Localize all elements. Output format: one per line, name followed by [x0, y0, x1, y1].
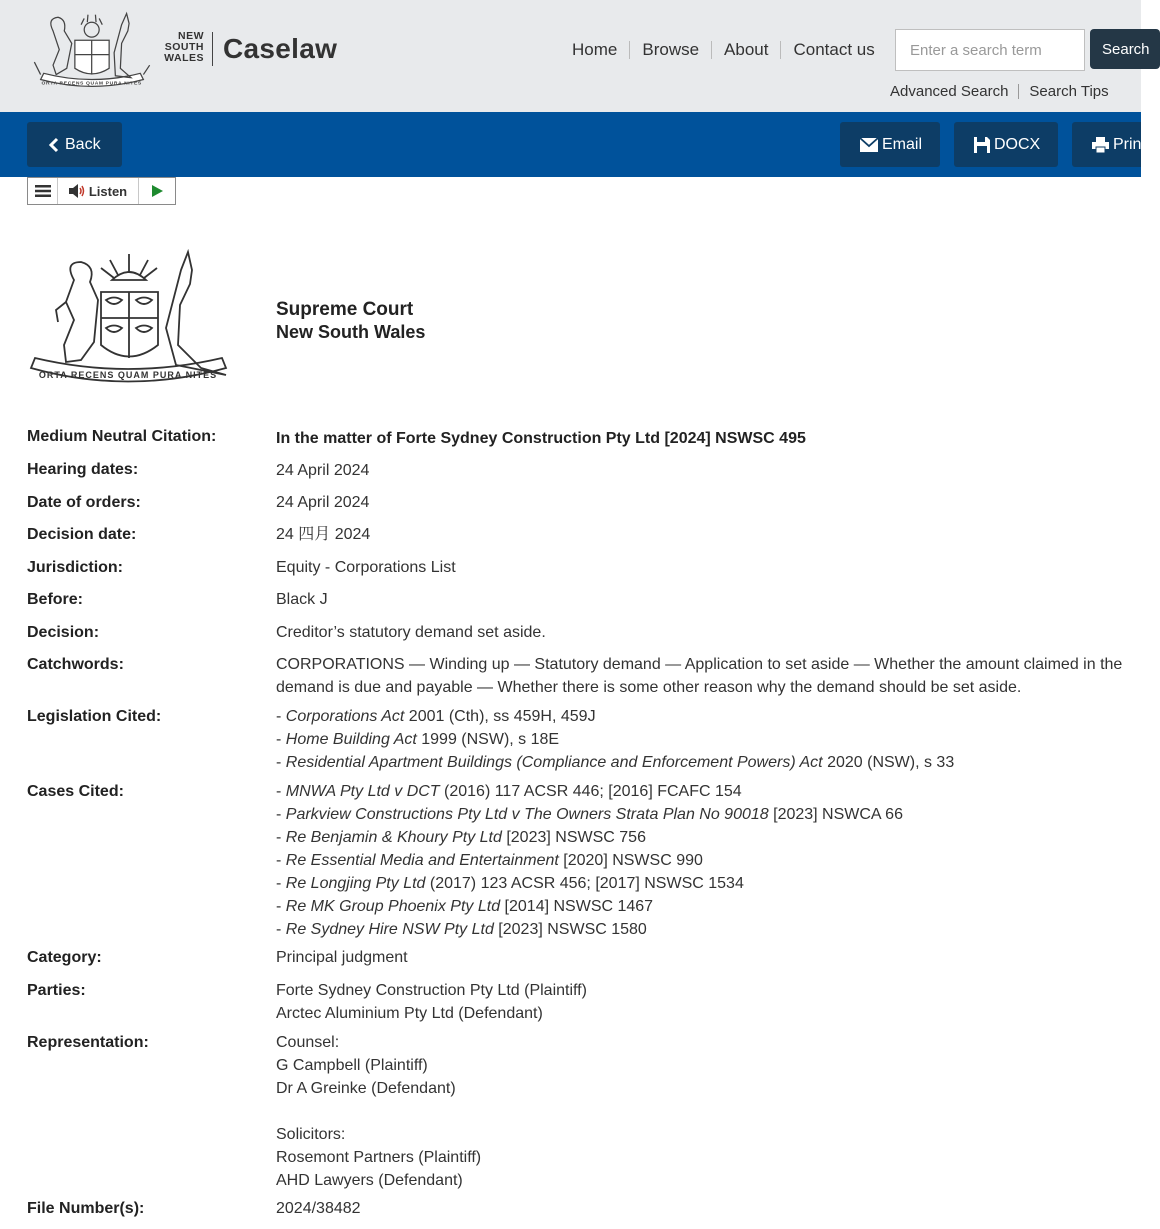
svg-text:ORTA RECENS QUAM PURA NITES: ORTA RECENS QUAM PURA NITES — [38, 370, 218, 380]
case-detail: [2014] NSWSC 1467 — [500, 898, 654, 915]
meta-value-decision: Creditor’s statutory demand set aside. — [276, 624, 546, 641]
site-header — [0, 0, 1150, 112]
nav-contact-link[interactable]: Contact us — [793, 40, 875, 59]
listen-label: Listen — [88, 183, 128, 199]
meta-label: Representation: — [27, 1034, 149, 1051]
print-button[interactable] — [1072, 122, 1146, 167]
legislation-item: - Home Building Act 1999 (NSW), s 18E — [276, 731, 560, 748]
legislation-item: - Corporations Act 2001 (Cth), ss 459H, 459J — [276, 708, 596, 725]
main-nav — [560, 40, 887, 60]
search-button[interactable]: Search — [1090, 29, 1160, 69]
case-item: - Re MK Group Phoenix Pty Ltd [2014] NSWSC 1467 — [276, 898, 654, 915]
play-icon — [152, 185, 163, 197]
case-detail: [2020] NSWSC 990 — [558, 852, 703, 869]
meta-label: Date of orders: — [27, 494, 141, 511]
party-item: Arctec Aluminium Pty Ltd (Defendant) — [276, 1005, 543, 1022]
docx-button-label: DOCX — [994, 135, 1041, 153]
nav-home-link[interactable]: Home — [572, 40, 618, 59]
meta-value-parties — [276, 979, 1136, 1025]
floppy-disk-icon — [974, 137, 990, 153]
email-button[interactable] — [840, 122, 940, 167]
meta-value-legislation — [276, 705, 1136, 774]
search-tips-link[interactable]: Search Tips — [1029, 83, 1109, 100]
case-title: Re Sydney Hire NSW Pty Ltd — [285, 921, 494, 938]
svg-text:ORTA RECENS QUAM PURA NITES: ORTA RECENS QUAM PURA NITES — [41, 80, 142, 87]
speaker-icon — [69, 184, 85, 198]
case-item: - MNWA Pty Ltd v DCT (2016) 117 ACSR 446; [2016] FCAFC 154 — [276, 783, 742, 800]
search-sublinks — [890, 83, 1109, 100]
nav-about-link[interactable]: About — [724, 40, 769, 59]
blank-line — [276, 1100, 1136, 1123]
brand-nsw-line: WALES — [164, 52, 204, 64]
case-title: Parkview Constructions Pty Ltd v The Owners Strata Plan No 90018 — [285, 806, 769, 823]
meta-value-jurisdiction: Equity - Corporations List — [276, 559, 456, 576]
printer-icon — [1092, 137, 1109, 153]
legislation-title: Residential Apartment Buildings (Compliance and Enforcement Powers) Act — [285, 754, 823, 771]
case-detail: [2023] NSWCA 66 — [768, 806, 903, 823]
meta-label: Before: — [27, 591, 84, 608]
meta-value-catchwords: CORPORATIONS — Winding up — Statutory demand — Application to set aside — Whether the amount claimed in the demand is due and payable — Whether there is some other reason why the demand should be set aside. — [276, 656, 1123, 696]
case-item: - Re Longjing Pty Ltd (2017) 123 ACSR 456; [2017] NSWSC 1534 — [276, 875, 744, 892]
meta-label: Hearing dates: — [27, 461, 139, 478]
nsw-coat-of-arms-image — [26, 250, 231, 388]
counsel-item: Dr A Greinke (Defendant) — [276, 1080, 456, 1097]
case-detail: [2023] NSWSC 1580 — [493, 921, 647, 938]
court-state: New South Wales — [276, 322, 426, 342]
legislation-title: Corporations Act — [285, 708, 405, 725]
case-title: Re Benjamin & Khoury Pty Ltd — [285, 829, 502, 846]
meta-label: Decision date: — [27, 526, 137, 543]
legislation-detail: 2001 (Cth), ss 459H, 459J — [404, 708, 596, 725]
back-button-label: Back — [65, 135, 101, 153]
party-item: Forte Sydney Construction Pty Ltd (Plaintiff) — [276, 982, 587, 999]
meta-value-representation — [276, 1031, 1136, 1192]
meta-label: File Number(s): — [27, 1200, 145, 1217]
meta-value-category: Principal judgment — [276, 949, 408, 966]
meta-value-cases — [276, 780, 1136, 941]
legislation-detail: 1999 (NSW), s 18E — [416, 731, 560, 748]
advanced-search-link[interactable]: Advanced Search — [890, 83, 1009, 100]
meta-label: Category: — [27, 949, 102, 966]
sublink-separator — [1018, 84, 1019, 99]
case-title: Re Essential Media and Entertainment — [285, 852, 559, 869]
case-detail: [2023] NSWSC 756 — [501, 829, 646, 846]
brand-nsw-line: SOUTH — [164, 41, 204, 53]
legislation-item: - Residential Apartment Buildings (Compliance and Enforcement Powers) Act 2020 (NSW), s 33 — [276, 754, 955, 771]
counsel-item: G Campbell (Plaintiff) — [276, 1057, 428, 1074]
listen-menu-button[interactable] — [28, 178, 58, 204]
back-button[interactable] — [27, 122, 122, 167]
case-title: MNWA Pty Ltd v DCT — [285, 783, 440, 800]
listen-button[interactable] — [58, 178, 139, 204]
text-to-speech-widget — [27, 177, 176, 205]
meta-value-decision-date: 24 四月 2024 — [276, 526, 371, 543]
legislation-title: Home Building Act — [285, 731, 417, 748]
nsw-wordmark — [160, 31, 204, 64]
nsw-coat-of-arms-logo[interactable] — [28, 6, 156, 92]
meta-label: Jurisdiction: — [27, 559, 124, 576]
court-heading — [276, 298, 425, 344]
email-button-label: Email — [882, 135, 923, 153]
case-item: - Parkview Constructions Pty Ltd v The Owners Strata Plan No 90018 [2023] NSWCA 66 — [276, 806, 903, 823]
meta-label: Decision: — [27, 624, 100, 641]
meta-value-hearing: 24 April 2024 — [276, 462, 370, 479]
meta-value-orders: 24 April 2024 — [276, 494, 370, 511]
case-item: - Re Sydney Hire NSW Pty Ltd [2023] NSWSC 1580 — [276, 921, 647, 938]
case-title: Re MK Group Phoenix Pty Ltd — [285, 898, 501, 915]
chevron-left-icon — [47, 138, 61, 152]
solicitor-item: Rosemont Partners (Plaintiff) — [276, 1149, 482, 1166]
case-item: - Re Benjamin & Khoury Pty Ltd [2023] NSWSC 756 — [276, 829, 646, 846]
meta-value-before: Black J — [276, 591, 328, 608]
court-name: Supreme Court — [276, 299, 414, 320]
meta-label: Catchwords: — [27, 656, 124, 673]
meta-value-file-number: 2024/38482 — [276, 1200, 361, 1217]
docx-button[interactable] — [954, 122, 1058, 167]
counsel-heading: Counsel: — [276, 1034, 340, 1051]
legislation-detail: 2020 (NSW), s 33 — [822, 754, 955, 771]
case-item: - Re Essential Media and Entertainment [2020] NSWSC 990 — [276, 852, 703, 869]
brand-divider — [212, 32, 213, 66]
brand-nsw-line: NEW — [178, 30, 204, 42]
solicitors-heading: Solicitors: — [276, 1126, 346, 1143]
print-button-label: Print — [1113, 135, 1146, 153]
meta-value-citation: In the matter of Forte Sydney Construction Pty Ltd [2024] NSWSC 495 — [276, 430, 806, 447]
site-title[interactable]: Caselaw — [223, 33, 338, 64]
play-button[interactable] — [139, 178, 175, 204]
envelope-icon — [860, 138, 878, 152]
meta-label: Medium Neutral Citation: — [27, 428, 217, 445]
solicitor-item: AHD Lawyers (Defendant) — [276, 1172, 463, 1189]
hamburger-menu-icon — [35, 185, 51, 197]
case-detail: (2017) 123 ACSR 456; [2017] NSWSC 1534 — [425, 875, 744, 892]
case-detail: (2016) 117 ACSR 446; [2016] FCAFC 154 — [439, 783, 742, 800]
search-input[interactable] — [895, 29, 1085, 71]
nav-browse-link[interactable]: Browse — [642, 40, 700, 59]
meta-label: Legislation Cited: — [27, 708, 162, 725]
meta-label: Parties: — [27, 982, 86, 999]
meta-label: Cases Cited: — [27, 783, 124, 800]
case-title: Re Longjing Pty Ltd — [285, 875, 426, 892]
